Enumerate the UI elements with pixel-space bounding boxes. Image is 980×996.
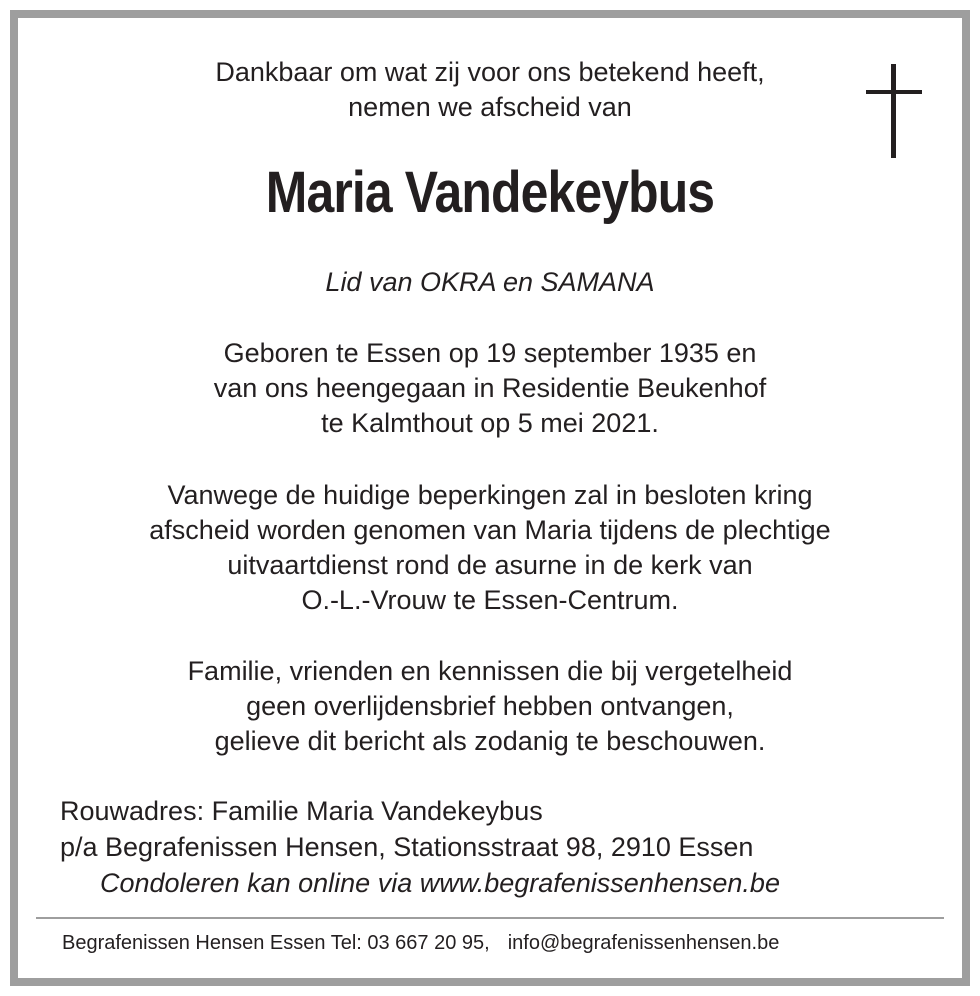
address-line-1: Rouwadres: Familie Maria Vandekeybus — [60, 796, 543, 826]
service-line-1: Vanwege de huidige beperkingen zal in besloten kring — [167, 480, 813, 510]
address-line-2: p/a Begrafenissen Hensen, Stationsstraat 98, 2910 Essen — [60, 832, 754, 862]
intro-line-1: Dankbaar om wat zij voor ons betekend heeft, — [215, 57, 765, 87]
deceased-name: Maria Vandekeybus — [265, 160, 715, 225]
notice-line-3: gelieve dit bericht als zodanig te beschouwen. — [214, 726, 766, 756]
service-line-4: O.-L.-Vrouw te Essen-Centrum. — [301, 585, 679, 615]
intro-line-2: nemen we afscheid van — [348, 92, 632, 122]
birth-line-3: te Kalmthout op 5 mei 2021. — [321, 408, 659, 438]
footer-email[interactable]: info@begrafenissenhensen.be — [507, 932, 780, 954]
condolences-link[interactable]: Condoleren kan online via www.begrafenissenhensen.be — [100, 868, 780, 898]
footer-divider — [36, 917, 944, 919]
notice-line-1: Familie, vrienden en kennissen die bij vergetelheid — [187, 656, 793, 686]
notice-line-2: geen overlijdensbrief hebben ontvangen, — [246, 691, 734, 721]
service-line-2: afscheid worden genomen van Maria tijdens de plechtige — [149, 515, 831, 545]
service-line-3: uitvaartdienst rond de asurne in de kerk van — [227, 550, 753, 580]
birth-line-1: Geboren te Essen op 19 september 1935 en — [223, 338, 757, 368]
footer — [62, 929, 779, 957]
birth-line-2: van ons heengegaan in Residentie Beukenhof — [213, 373, 767, 403]
footer-company-phone: Begrafenissen Hensen Essen Tel: 03 667 20 95, — [62, 932, 490, 954]
membership: Lid van OKRA en SAMANA — [325, 267, 655, 297]
